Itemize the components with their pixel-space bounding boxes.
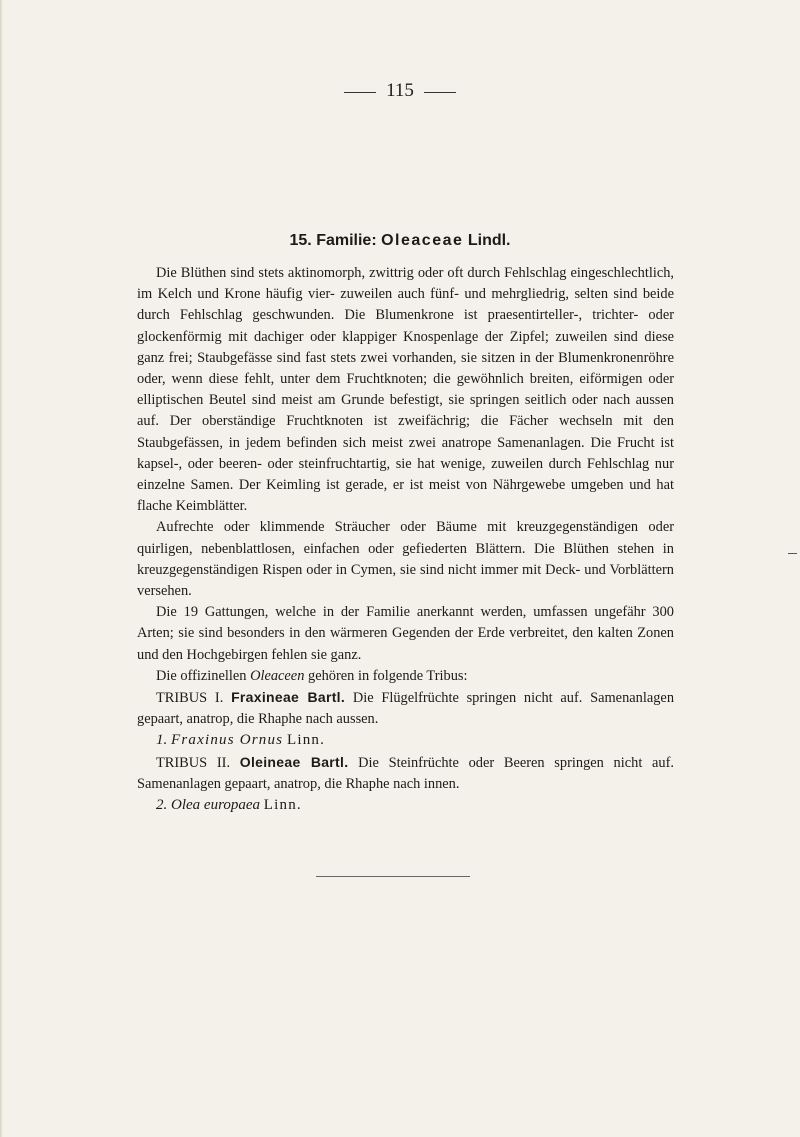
species-1-author: Linn. [286, 732, 326, 749]
margin-mark [788, 553, 797, 554]
tribus-2-text: Die Steinfrüchte oder Beeren springen nicht auf. Samenanlagen gepaart, anatrop, die Rhaphe nach innen. [137, 754, 674, 792]
tribus-2 [137, 752, 674, 795]
section-title [0, 232, 800, 250]
page-number: 115 [386, 80, 414, 101]
tribus-1 [137, 687, 674, 730]
paragraph-description: Die Blüthen sind stets aktinomorph, zwittrig oder oft durch Fehlschlag eingeschlechtlich, im Kelch und Krone häufig vier- zuweilen auch fünf- und mehrgliedrig, selten sind beide durch Fehlschlag geschwunden. Die Blumenkrone ist praesentirteller-, trichter- oder glockenförmig mit dachiger oder klappiger Knospenlage der Zipfel; zuweilen sind diese ganz frei; Staubgefässe sind fast stets zwei vorhanden, sie sitzen in der Blumenkronenröhre oder, wenn diese fehlt, unter dem Fruchtknoten; die gewöhnlich breiten, eiförmigen oder elliptischen Beutel sind meist am Grunde befestigt, sie springen seitlich oder nach aussen auf. Der oberständige Fruchtknoten ist zweifächrig; die Fächer wechseln mit den Staubgefässen, in jedem befinden sich meist zwei anatrope Samenanlagen. Die Frucht ist kapsel-, oder beeren- oder steinfruchtartig, sie hat wenige, zuweilen durch Fehlschlag nur einzelne Samen. Der Keimling ist gerade, er ist meist von Nährgewebe umgeben und hat flache Keimblätter. [137, 265, 674, 515]
official-family-italic: Oleaceen [250, 667, 305, 684]
species-2-author: Linn. [263, 797, 302, 814]
paragraph-habit: Aufrechte oder klimmende Sträucher oder Bäume mit kreuzgegenständigen oder quirligen, nebenblattlosen, einfachen oder gefiederten Blättern. Die Blüthen stehen in kreuzgegenständigen Rispen oder in Cymen, sie sind nicht immer mit Deck- und Vorblättern versehen. [137, 519, 674, 600]
tribus-1-label: TRIBUS I. [156, 690, 224, 707]
paragraph-official [137, 666, 674, 687]
species-2 [137, 795, 674, 816]
body-text [137, 263, 674, 816]
species-2-name: Olea europaea [171, 797, 261, 814]
tribus-1-text: Die Flügelfrüchte springen nicht auf. Samenanlagen gepaart, anatrop, die Rhaphe nach aussen. [137, 690, 675, 728]
title-prefix: 15. Familie: [289, 232, 377, 249]
species-1-number: 1. [156, 732, 168, 749]
species-2-number: 2. [156, 797, 168, 814]
paragraph-distribution: Die 19 Gattungen, welche in der Familie anerkannt werden, umfassen ungefähr 300 Arten; sie sind besonders in den wärmeren Gegenden der Erde verbreitet, den kalten Zonen und den Hochgebirgen fehlen sie ganz. [137, 604, 674, 663]
page-edge-shadow [0, 0, 3, 1137]
title-family: Oleaceae [381, 232, 464, 249]
page-header [0, 80, 800, 102]
header-rule-left [344, 92, 376, 93]
header-rule-right [424, 92, 456, 93]
title-author: Lindl. [467, 232, 511, 249]
tribus-2-label: TRIBUS II. [156, 754, 231, 771]
tribus-2-name: Oleineae Bartl. [239, 753, 349, 770]
species-1 [137, 730, 674, 751]
official-suffix: gehören in folgende Tribus: [308, 667, 468, 684]
tribus-1-name: Fraxineae Bartl. [231, 689, 346, 706]
section-end-rule [316, 876, 470, 877]
official-prefix: Die offizinellen [156, 667, 247, 684]
species-1-name: Fraxinus Ornus [171, 732, 284, 749]
